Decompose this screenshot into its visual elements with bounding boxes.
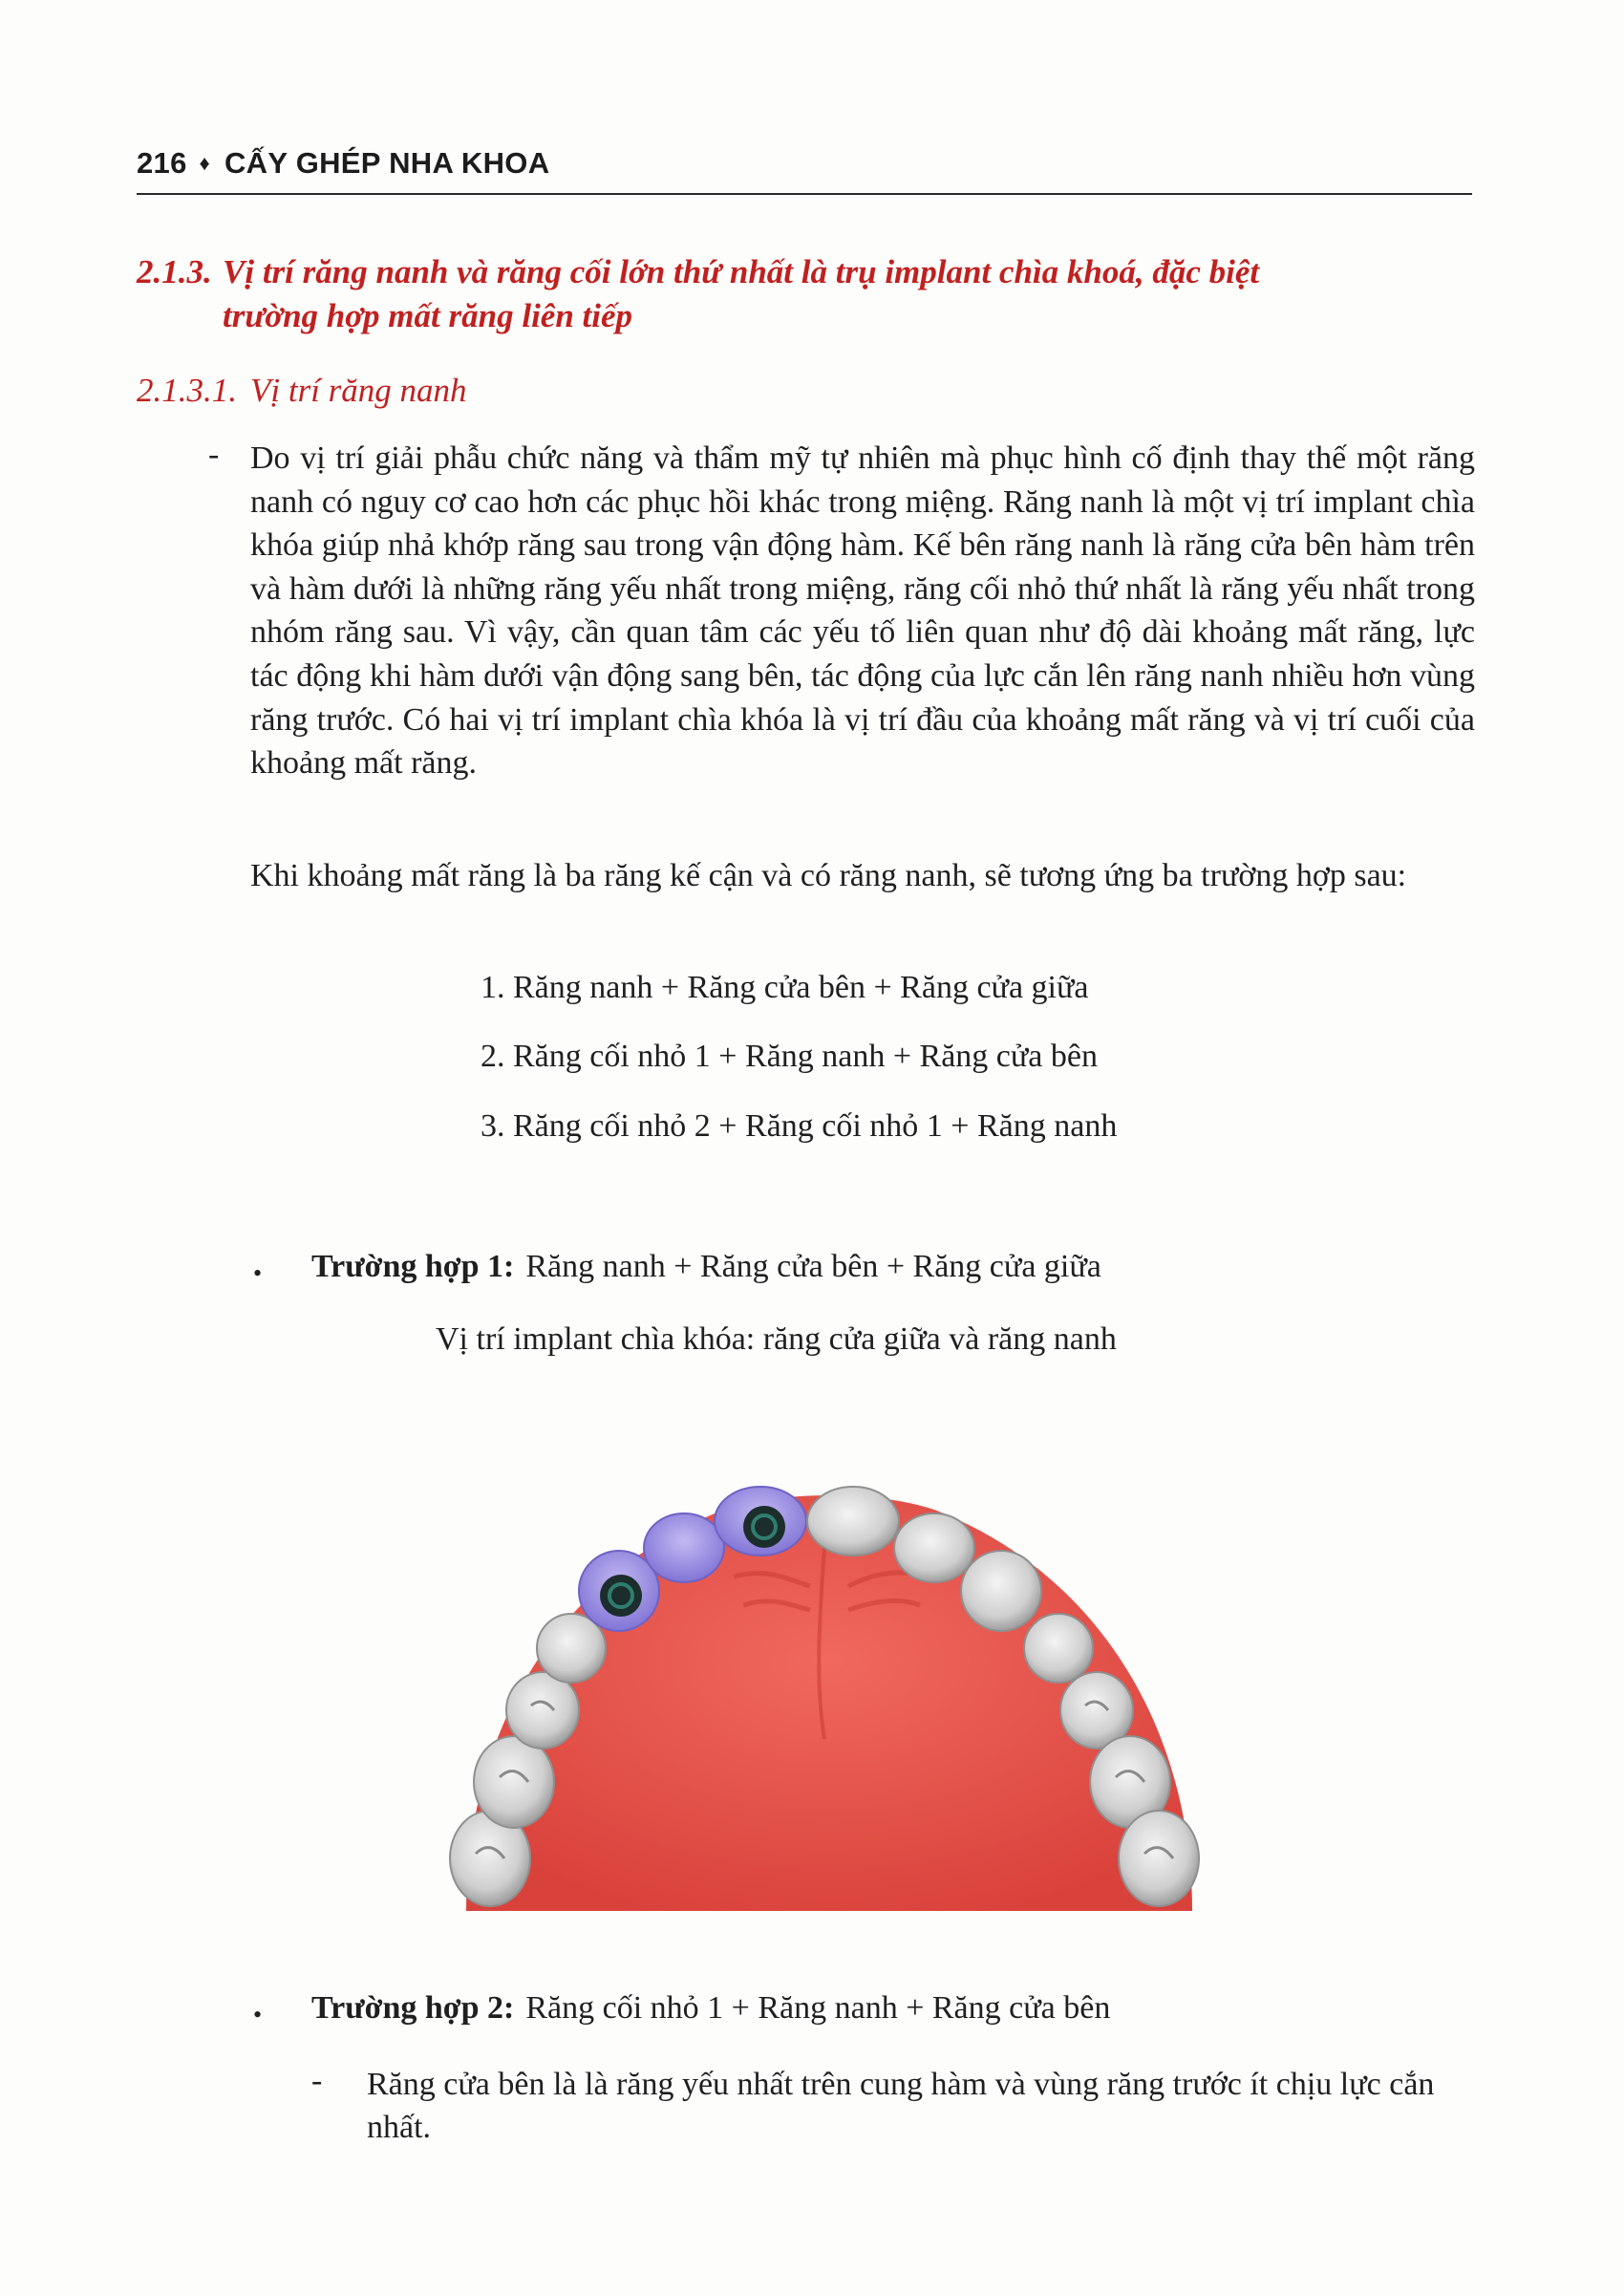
bullet-icon: •: [253, 1259, 263, 1287]
section-number: 2.1.3.: [137, 253, 212, 290]
bullet-icon: •: [253, 2001, 263, 2028]
running-header: [137, 146, 549, 181]
diamond-separator-icon: ♦: [199, 151, 211, 175]
case-1-line: [311, 1249, 1101, 1285]
case-2-line: [311, 1990, 1110, 2027]
case-2-note: Răng cửa bên là là răng yếu nhất trên cung hàm và vùng răng trước ít chịu lực cắn nhất.: [367, 2067, 1435, 2145]
list-item: 1. Răng nanh + Răng cửa bên + Răng cửa giữa: [481, 970, 1089, 1005]
tooth-right-premolar-1: [1024, 1614, 1093, 1683]
tooth-right-lateral-incisor: [894, 1513, 974, 1582]
implant-core-canine: [600, 1575, 642, 1617]
case-1-text: Răng nanh + Răng cửa bên + Răng cửa giữa: [525, 1249, 1101, 1284]
case-2-label: Trường hợp 2:: [311, 1990, 515, 2026]
paragraph-dash: -: [208, 437, 220, 472]
case-1-label: Trường hợp 1:: [311, 1249, 515, 1284]
implant-crown-left-lateral-incisor: [644, 1513, 724, 1582]
section-heading-2-1-3: [137, 250, 1474, 338]
tooth-right-central-incisor: [807, 1487, 899, 1556]
section-title-line2: trường hợp mất răng liên tiếp: [223, 297, 633, 334]
subsection-heading-2-1-3-1: [137, 372, 467, 410]
page-number: 216: [137, 146, 187, 180]
book-title: CẤY GHÉP NHA KHOA: [224, 146, 550, 180]
tooth-right-canine: [961, 1551, 1041, 1631]
subsection-title: Vị trí răng nanh: [250, 372, 467, 409]
header-rule: [137, 193, 1472, 195]
case-2-text: Răng cối nhỏ 1 + Răng nanh + Răng cửa bên: [525, 1990, 1111, 2026]
paragraph-three-cases: Khi khoảng mất răng là ba răng kế cận và có răng nanh, sẽ tương ứng ba trường hợp sau:: [250, 858, 1407, 893]
tooth-left-premolar-2: [506, 1672, 579, 1749]
tooth-left-molar-1: [474, 1736, 554, 1828]
list-item: 3. Răng cối nhỏ 2 + Răng cối nhỏ 1 + Răng nanh: [481, 1108, 1118, 1144]
list-item: 2. Răng cối nhỏ 1 + Răng nanh + Răng cửa bên: [481, 1039, 1098, 1074]
case-1-key-positions: Vị trí implant chìa khóa: răng cửa giữa và răng nanh: [436, 1321, 1117, 1357]
implant-core-central: [743, 1506, 785, 1548]
subsection-number: 2.1.3.1.: [137, 372, 237, 409]
note-dash: -: [311, 2063, 323, 2098]
tooth-right-molar-2: [1119, 1811, 1199, 1906]
paragraph-canine-position: Do vị trí giải phẫu chức năng và thẩm mỹ tự nhiên mà phục hình cố định thay thế một răng nanh có nguy cơ cao hơn các phục hồi khác trong miệng. Răng nanh là một vị trí implant chìa khóa giúp nhả khớp răng sau trong vận động hàm. Kế bên răng nanh là răng cửa bên hàm trên và hàm dưới là những răng yếu nhất trong miệng, răng cối nhỏ thứ nhất là răng yếu nhất trong nhóm răng sau. Vì vậy, cần quan tâm các yếu tố liên quan như độ dài khoảng mất răng, lực tác động khi hàm dưới vận động sang bên, tác động của lực cắn lên răng nanh nhiều hơn vùng răng trước. Có hai vị trí implant chìa khóa là vị trí đầu của khoảng mất răng và vị trí cuối của khoảng mất răng.: [250, 440, 1475, 782]
section-title-line1: Vị trí răng nanh và răng cối lớn thứ nhất là trụ implant chìa khoá, đặc biệt: [223, 253, 1260, 290]
dental-arch-illustration: [447, 1452, 1211, 1930]
